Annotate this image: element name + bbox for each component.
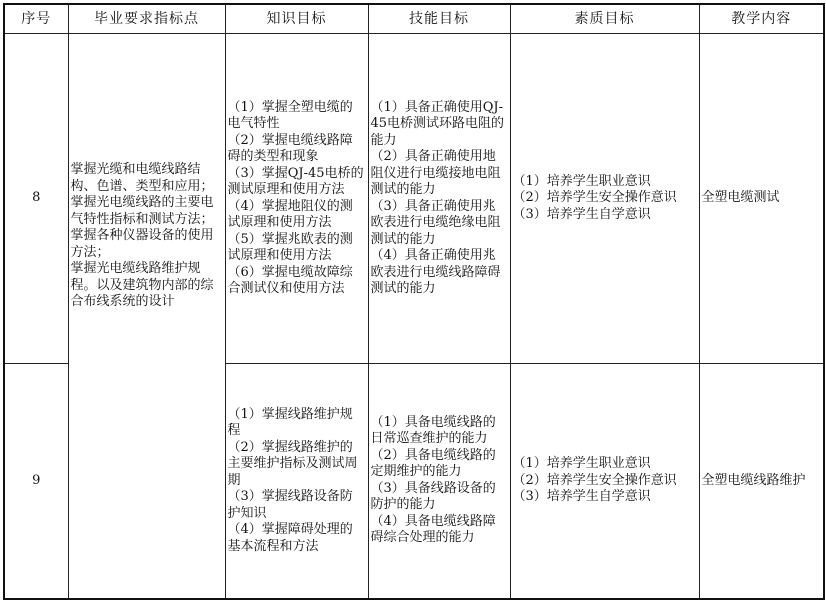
knowledge-item: （1）掌握线路维护规程 xyxy=(227,406,353,438)
quality-item: （2）培养学生安全操作意识 xyxy=(512,472,677,488)
quality-item: （1）培养学生职业意识 xyxy=(512,173,651,189)
skill-objectives-cell xyxy=(368,364,510,599)
skill-objectives-cell xyxy=(368,34,510,364)
quality-item: （3）培养学生自学意识 xyxy=(512,489,651,504)
quality-item: （1）培养学生职业意识 xyxy=(512,456,651,471)
graduation-requirement-item: 掌握光电缆线路的主要电气特性指标和测试方法； xyxy=(70,195,214,227)
knowledge-item: （6）掌握电缆故障综合测试仪和使用方法 xyxy=(227,264,353,296)
skill-item: （2）具备正确使用地阻仪进行电缆接地电阻测试的能力 xyxy=(370,149,501,197)
skill-item: （4）具备正确使用兆欧表进行电缆线路障碍测试的能力 xyxy=(370,248,501,296)
knowledge-item: （5）掌握兆欧表的测试原理和使用方法 xyxy=(227,231,353,263)
quality-item: （3）培养学生自学意识 xyxy=(512,206,651,222)
header-graduation-requirements: 毕业要求指标点 xyxy=(68,4,225,34)
skill-item: （1）具备正确使用QJ-45电桥测试环路电阻的能力 xyxy=(370,99,505,148)
quality-item: （2）培养学生安全操作意识 xyxy=(512,190,677,206)
knowledge-objectives-cell xyxy=(225,34,368,364)
teaching-content-cell: 全塑电缆线路维护 xyxy=(699,364,824,599)
teaching-content-cell: 全塑电缆测试 xyxy=(699,34,824,364)
knowledge-item: （3）掌握线路设备防护知识 xyxy=(227,489,353,521)
knowledge-item: （2）掌握电缆线路障碍的类型和现象 xyxy=(227,132,353,164)
knowledge-item: （4）掌握障碍处理的基本流程和方法 xyxy=(227,522,353,554)
quality-objectives-cell xyxy=(510,364,699,599)
header-index: 序号 xyxy=(4,4,68,34)
row-index: 9 xyxy=(4,364,68,599)
graduation-requirements-cell xyxy=(68,34,225,599)
header-knowledge-objectives: 知识目标 xyxy=(225,4,368,34)
skill-item: （1）具备电缆线路的日常巡查维护的能力 xyxy=(370,414,496,447)
graduation-requirement-item: 掌握光缆和电缆线路结构、色谱、类型和应用； xyxy=(70,162,214,194)
knowledge-item: （1）掌握全塑电缆的电气特性 xyxy=(227,99,353,131)
skill-item: （4）具备电缆线路障碍综合处理的能力 xyxy=(370,513,496,546)
graduation-requirement-item: 掌握各种仪器设备的使用方法； xyxy=(70,228,214,260)
knowledge-item: （2）掌握线路维护的主要维护指标及测试周期 xyxy=(227,439,358,488)
quality-objectives-cell xyxy=(510,34,699,364)
header-quality-objectives: 素质目标 xyxy=(510,4,699,34)
skill-item: （2）具备电缆线路的定期维护的能力 xyxy=(370,447,496,480)
course-objectives-table-wrapper xyxy=(3,3,825,600)
graduation-requirement-item: 掌握光电缆线路维护规程。以及建筑物内部的综合布线系统的设计 xyxy=(70,261,214,309)
knowledge-item: （4）掌握地阻仪的测试原理和使用方法 xyxy=(227,198,353,230)
header-row xyxy=(4,4,824,34)
skill-item: （3）具备正确使用兆欧表进行电缆绝缘电阻测试的能力 xyxy=(370,198,501,247)
table-row xyxy=(4,34,824,364)
knowledge-item: （3）掌握QJ-45电桥的测试原理和使用方法 xyxy=(227,165,364,197)
skill-item: （3）具备线路设备的防护的能力 xyxy=(370,480,496,513)
course-objectives-table xyxy=(3,3,825,600)
knowledge-objectives-cell xyxy=(225,364,368,599)
header-teaching-content: 教学内容 xyxy=(699,4,824,34)
row-index: 8 xyxy=(4,34,68,364)
header-skill-objectives: 技能目标 xyxy=(368,4,510,34)
